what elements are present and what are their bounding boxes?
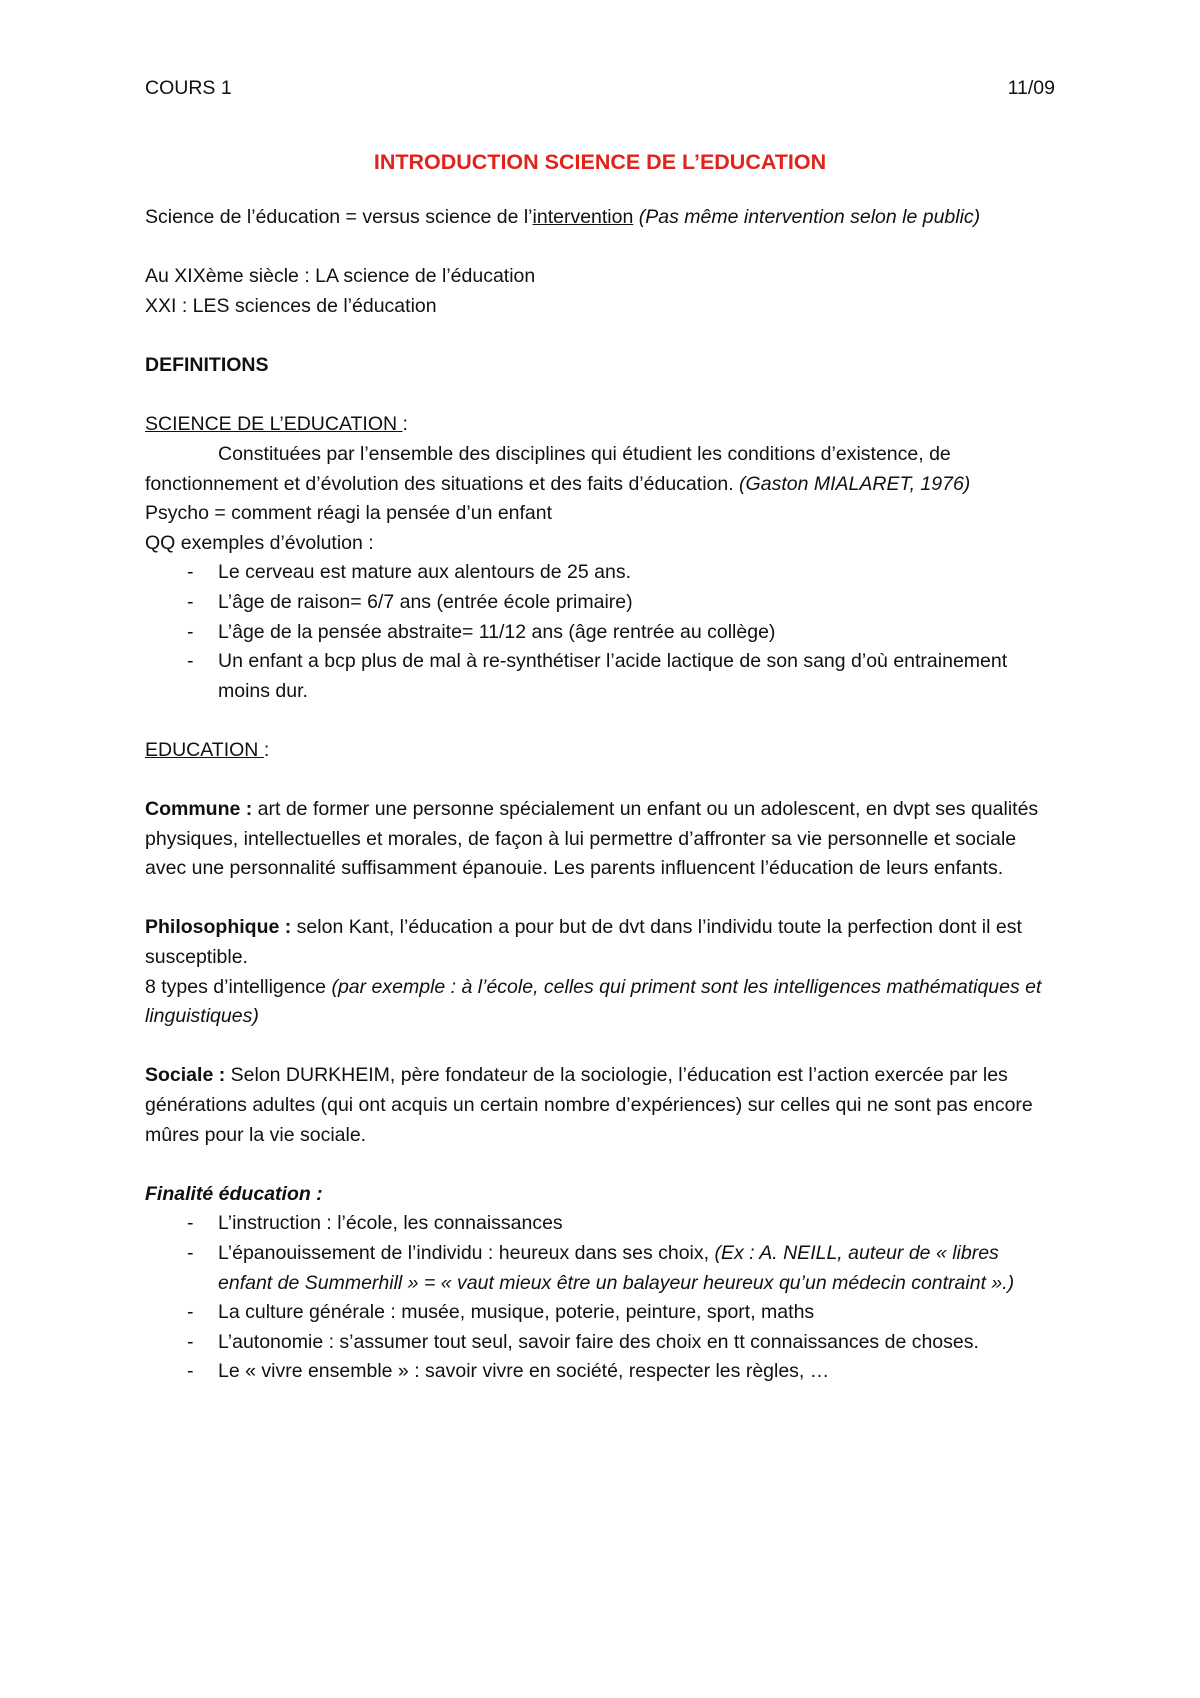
intro-underlined: intervention [532, 206, 634, 229]
education-heading-colon: : [263, 738, 270, 761]
science-definition-text: Constituées par l’ensemble des disciplines qui étudient les conditions d’existence, de fonctionnement et d’évolution des situations et des faits d’éducation. [145, 442, 951, 495]
intelligence-text: 8 types d’intelligence [145, 975, 327, 998]
list-item: - Un enfant a bcp plus de mal à re-synthétiser l’acide lactique de son sang d’où entrainement moins dur. [145, 647, 1055, 706]
intelligence-paragraph [145, 973, 1055, 1032]
finalite-item-text: L’autonomie : s’assumer tout seul, savoir faire des choix en tt connaissances de choses. [218, 1330, 979, 1353]
intelligence-note: (par exemple : à l’école, celles qui priment sont les intelligences mathématiques et linguistiques) [145, 975, 1042, 1028]
science-heading-colon: : [402, 413, 408, 436]
finalite-item-text: La culture générale : musée, musique, poterie, peinture, sport, maths [218, 1301, 815, 1324]
list-item: - Le cerveau est mature aux alentours de 25 ans. [145, 558, 1055, 588]
education-heading-text: EDUCATION [145, 738, 264, 761]
science-definition [145, 440, 1055, 499]
history-line-2: XXI : LES sciences de l’éducation [145, 294, 437, 317]
intro-note: (Pas même intervention selon le public) [633, 206, 981, 229]
list-item: - L’âge de raison= 6/7 ans (entrée école primaire) [145, 588, 1055, 618]
science-heading-text: SCIENCE DE L’EDUCATION [145, 413, 403, 436]
sociale-label: Sociale : [145, 1064, 226, 1087]
document-body [145, 74, 1055, 1387]
philo-label: Philosophique : [145, 916, 292, 939]
finalite-heading: Finalité éducation : [145, 1182, 323, 1205]
list-item: - L’âge de la pensée abstraite= 11/12 ans (âge rentrée au collège) [145, 618, 1055, 648]
philo-text: selon Kant, l’éducation a pour but de dvt dans l’individu toute la perfection dont il est susceptible. [145, 916, 1022, 969]
page-header [145, 74, 1055, 104]
commune-paragraph [145, 795, 1055, 884]
commune-label: Commune : [145, 798, 253, 821]
science-heading [145, 410, 1055, 440]
list-item [145, 1239, 1055, 1298]
list-item [145, 1298, 1055, 1328]
finalite-list [145, 1209, 1055, 1387]
list-item [145, 1328, 1055, 1358]
sociale-text: Selon DURKHEIM, père fondateur de la sociologie, l’éducation est l’action exercée par les générations adultes (qui ont acquis un certain nombre d’expériences) sur celles qui ne sont pas encore mûres pour la vie sociale. [145, 1064, 1033, 1146]
date-label: 11/09 [1007, 77, 1055, 99]
history-line-1: Au XIXème siècle : LA science de l’éducation [145, 265, 536, 288]
intro-paragraph [145, 203, 1055, 233]
philo-paragraph [145, 913, 1055, 972]
psycho-line: Psycho = comment réagi la pensée d’un enfant [145, 502, 553, 525]
sociale-paragraph [145, 1061, 1055, 1150]
document-title: INTRODUCTION SCIENCE DE L’EDUCATION [373, 149, 827, 174]
examples-list [145, 558, 1055, 706]
course-label: COURS 1 [145, 77, 232, 99]
science-citation: (Gaston MIALARET, 1976) [733, 472, 971, 495]
finalite-item-note: (Ex : A. NEILL, auteur de « libres enfant de Summerhill » = « vaut mieux être un balayeur heureux qu’un médecin contraint ».) [218, 1241, 1015, 1294]
finalite-item-text: L’épanouissement de l’individu : heureux dans ses choix, [218, 1241, 710, 1264]
examples-intro: QQ exemples d’évolution : [145, 531, 374, 554]
list-item [145, 1209, 1055, 1239]
education-heading [145, 736, 1055, 766]
intro-text: Science de l’éducation = versus science de l’ [145, 206, 533, 229]
finalite-item-text: Le « vivre ensemble » : savoir vivre en société, respecter les règles, … [218, 1360, 830, 1383]
commune-text: art de former une personne spécialement un enfant ou un adolescent, en dvpt ses qualités physiques, intellectuelles et morales, de façon à lui permettre d’affronter sa vie personnelle et sociale avec une personnalité suffisamment épanouie. Les parents influencent l’éducation de leurs enfants. [145, 798, 1039, 880]
definitions-heading: DEFINITIONS [145, 354, 269, 377]
finalite-item-text: L’instruction : l’école, les connaissances [218, 1212, 563, 1235]
list-item [145, 1357, 1055, 1387]
